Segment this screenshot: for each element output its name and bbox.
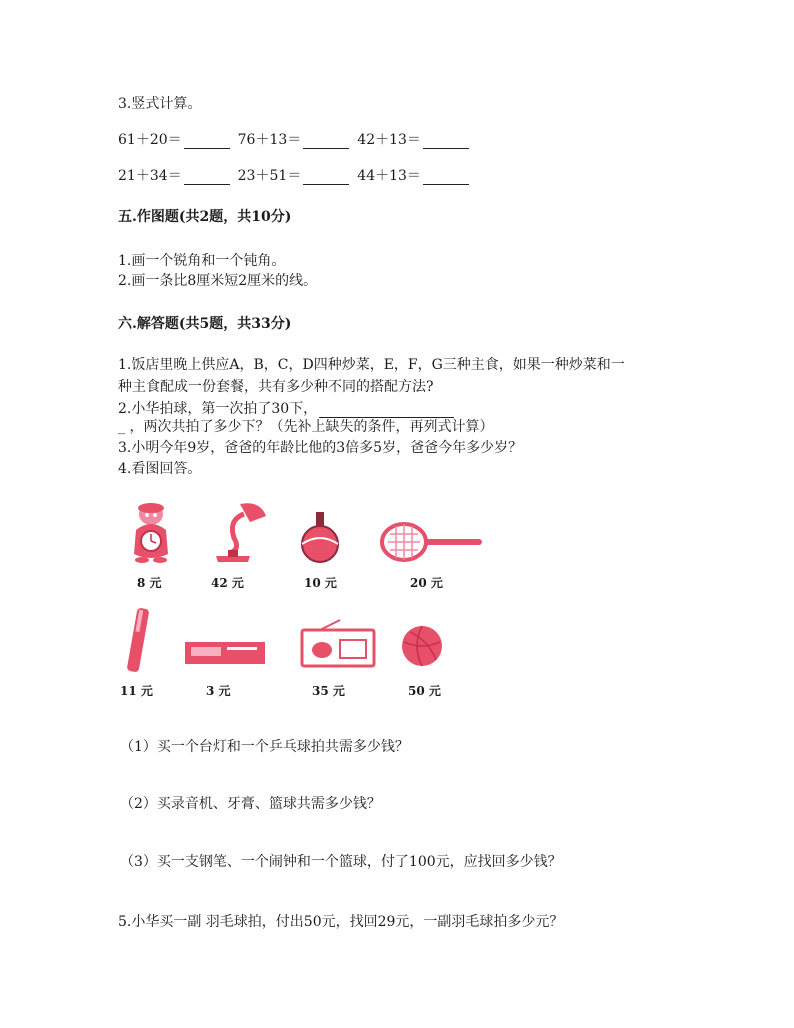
section5-q2: 2.画一条比8厘米短2厘米的线。 bbox=[118, 273, 318, 289]
calc-item: 21＋34＝ bbox=[118, 167, 230, 185]
price-label: 35 元 bbox=[312, 684, 345, 698]
calc-item: 42＋13＝ bbox=[357, 131, 469, 149]
ping-pong-paddle-icon bbox=[300, 510, 340, 566]
section6-q1-line1: 1.饭店里晚上供应A，B，C，D四种炒菜，E，F，G三种主食，如果一种炒菜和一 bbox=[118, 357, 625, 373]
calc-item: 23＋51＝ bbox=[238, 167, 350, 185]
section6-sub3: （3）买一支钢笔、一个闹钟和一个篮球，付了100元，应找回多少钱？ bbox=[120, 854, 562, 870]
fountain-pen-icon bbox=[124, 606, 152, 674]
answer-blank[interactable] bbox=[423, 170, 469, 185]
desk-lamp-icon bbox=[210, 500, 268, 564]
calc-item: 44＋13＝ bbox=[357, 167, 469, 185]
section6-q4: 4.看图回答。 bbox=[118, 461, 202, 477]
section6-q2-line1: 2.小华拍球，第一次拍了30下， bbox=[118, 400, 454, 418]
calc-item: 76＋13＝ bbox=[238, 131, 350, 149]
price-label: 3 元 bbox=[206, 684, 231, 698]
price-label: 11 元 bbox=[120, 684, 153, 698]
answer-blank[interactable] bbox=[303, 134, 349, 149]
section6-q3: 3.小明今年9岁，爸爸的年龄比他的3倍多5岁，爸爸今年多少岁？ bbox=[118, 440, 523, 456]
price-label: 8 元 bbox=[137, 576, 162, 590]
section6-sub1: （1）买一个台灯和一个乒乓球拍共需多少钱？ bbox=[120, 739, 409, 755]
answer-blank[interactable] bbox=[303, 170, 349, 185]
calc-row-2 bbox=[118, 167, 477, 185]
section6-q5: 5.小华买一副 羽毛球拍，付出50元，找回29元，一副羽毛球拍多少元？ bbox=[118, 914, 564, 930]
section5-q1: 1.画一个锐角和一个钝角。 bbox=[118, 253, 286, 269]
condition-blank[interactable] bbox=[319, 403, 454, 418]
price-label: 42 元 bbox=[211, 576, 244, 590]
answer-blank[interactable] bbox=[184, 134, 230, 149]
toothpaste-icon bbox=[183, 638, 267, 668]
section6-heading: 六.解答题(共5题，共33分) bbox=[118, 316, 292, 332]
section6-q1-line2: 种主食配成一份套餐，共有多少种不同的搭配方法? bbox=[118, 379, 434, 395]
price-label: 20 元 bbox=[410, 576, 443, 590]
price-label: 50 元 bbox=[408, 684, 441, 698]
price-label: 10 元 bbox=[304, 576, 337, 590]
section6-q2-line2: _ ，两次共拍了多少下？（先补上缺失的条件，再列式计算） bbox=[118, 419, 494, 435]
answer-blank[interactable] bbox=[423, 134, 469, 149]
radio-recorder-icon bbox=[300, 618, 376, 668]
section5-heading: 五.作图题(共2题，共10分) bbox=[118, 209, 292, 225]
calc-row-1 bbox=[118, 131, 477, 149]
answer-blank[interactable] bbox=[184, 170, 230, 185]
section3-title: 3.竖式计算。 bbox=[118, 96, 202, 112]
badminton-racket-icon bbox=[380, 520, 484, 564]
alarm-clock-penguin-icon bbox=[128, 500, 174, 564]
calc-item: 61＋20＝ bbox=[118, 131, 230, 149]
basketball-icon bbox=[400, 624, 444, 668]
section6-sub2: （2）买录音机、牙膏、篮球共需多少钱？ bbox=[120, 796, 381, 812]
